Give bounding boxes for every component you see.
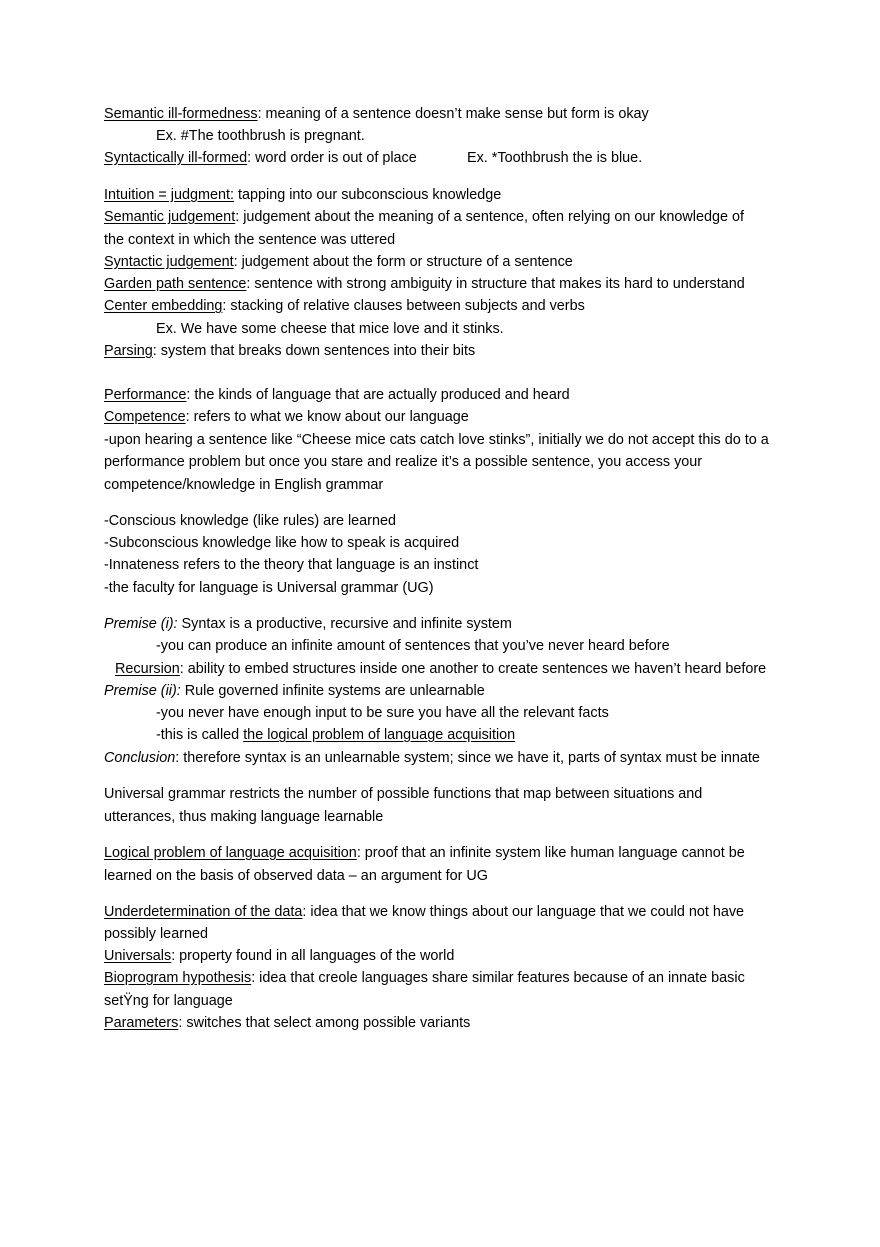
text-line: utterances, thus making language learnable [104, 809, 384, 825]
term: Universals [104, 948, 172, 964]
definition-intuition [104, 186, 501, 204]
conclusion-label: Conclusion [104, 750, 176, 766]
text-line: Universal grammar restricts the number of possible functions that map between situations and [104, 786, 703, 802]
text-line: the context in which the sentence was uttered [104, 232, 396, 248]
text-line: competence/knowledge in English grammar [104, 477, 384, 493]
premise-text: Syntax is a productive, recursive and infinite system [177, 616, 512, 632]
definition-parsing [104, 342, 475, 360]
definition-garden-path-sentence [104, 275, 745, 293]
definition-text: : judgement about the form or structure of a sentence [233, 254, 573, 270]
term: Center embedding [104, 298, 223, 314]
definition-underdetermination [104, 903, 744, 921]
definition-text: : idea that creole languages share similar features because of an innate basic [251, 970, 745, 986]
text-line [156, 726, 515, 744]
text-line: performance problem but once you stare and realize it’s a possible sentence, you access your [104, 454, 703, 470]
text-line: possibly learned [104, 926, 208, 942]
definition-text: : ability to embed structures inside one another to create sentences we haven’t heard before [179, 661, 767, 677]
conclusion-text: : therefore syntax is an unlearnable system; since we have it, parts of syntax must be innate [175, 750, 760, 766]
premise-label: Premise (i): [104, 616, 178, 632]
term: Bioprogram hypothesis [104, 970, 252, 986]
text-line: -Subconscious knowledge like how to speak is acquired [104, 535, 460, 551]
definition-bioprogram-hypothesis [104, 969, 745, 987]
definition-center-embedding [104, 297, 585, 315]
term: Parameters [104, 1015, 179, 1031]
prefix-text: -this is called [156, 727, 244, 743]
example-line: Ex. We have some cheese that mice love and it stinks. [156, 321, 504, 337]
definition-text: : stacking of relative clauses between subjects and verbs [222, 298, 585, 314]
term: Parsing [104, 343, 153, 359]
definition-text: : switches that select among possible variants [178, 1015, 471, 1031]
text-line: -Conscious knowledge (like rules) are learned [104, 513, 396, 529]
term: Garden path sentence [104, 276, 247, 292]
text-line: -you never have enough input to be sure you have all the relevant facts [156, 705, 609, 721]
definition-text: : system that breaks down sentences into their bits [152, 343, 476, 359]
term: Competence [104, 409, 186, 425]
definition-text: : sentence with strong ambiguity in structure that makes its hard to understand [246, 276, 745, 292]
text-line: -you can produce an infinite amount of sentences that you’ve never heard before [156, 638, 670, 654]
premise-text: Rule governed infinite systems are unlearnable [180, 683, 485, 699]
definition-text: : judgement about the meaning of a sentence, often relying on our knowledge of [235, 209, 745, 225]
text-line: -upon hearing a sentence like “Cheese mice cats catch love stinks”, initially we do not accept this do to a [104, 432, 769, 448]
definition-recursion [115, 660, 766, 678]
definition-text: : word order is out of place [247, 150, 417, 166]
definition-text: : idea that we know things about our language that we could not have [302, 904, 745, 920]
term: Performance [104, 387, 187, 403]
definition-text: : the kinds of language that are actually produced and heard [186, 387, 570, 403]
definition-text: tapping into our subconscious knowledge [234, 187, 502, 203]
term: Semantic judgement [104, 209, 236, 225]
definition-universals [104, 947, 454, 965]
definition-text: : property found in all languages of the world [171, 948, 455, 964]
term: the logical problem of language acquisition [243, 727, 516, 743]
premise-one [104, 615, 512, 633]
definition-performance [104, 386, 570, 404]
term: Syntactic judgement [104, 254, 234, 270]
definition-parameters [104, 1014, 470, 1032]
text-line: learned on the basis of observed data – an argument for UG [104, 868, 488, 884]
term: Recursion [115, 661, 180, 677]
example-line: Ex. #The toothbrush is pregnant. [156, 128, 365, 144]
definition-syntactically-ill-formed [104, 149, 417, 167]
definition-semantic-ill-formedness [104, 105, 649, 123]
definition-logical-problem [104, 844, 745, 862]
definition-text: : meaning of a sentence doesn’t make sense but form is okay [257, 106, 649, 122]
example-line: Ex. *Toothbrush the is blue. [467, 150, 643, 166]
term: Syntactically ill-formed [104, 150, 248, 166]
text-line: -the faculty for language is Universal grammar (UG) [104, 580, 434, 596]
premise-two [104, 682, 485, 700]
text-line: setŸng for language [104, 993, 233, 1009]
term: Logical problem of language acquisition [104, 845, 357, 861]
definition-syntactic-judgement [104, 253, 573, 271]
term: Semantic ill-formedness [104, 106, 258, 122]
definition-semantic-judgement [104, 208, 744, 226]
text-line: -Innateness refers to the theory that language is an instinct [104, 557, 479, 573]
term: Underdetermination of the data [104, 904, 303, 920]
conclusion [104, 749, 760, 767]
premise-label: Premise (ii): [104, 683, 181, 699]
definition-competence [104, 408, 469, 426]
definition-text: : proof that an infinite system like human language cannot be [356, 845, 745, 861]
term: Intuition = judgment: [104, 187, 235, 203]
definition-text: : refers to what we know about our language [185, 409, 469, 425]
